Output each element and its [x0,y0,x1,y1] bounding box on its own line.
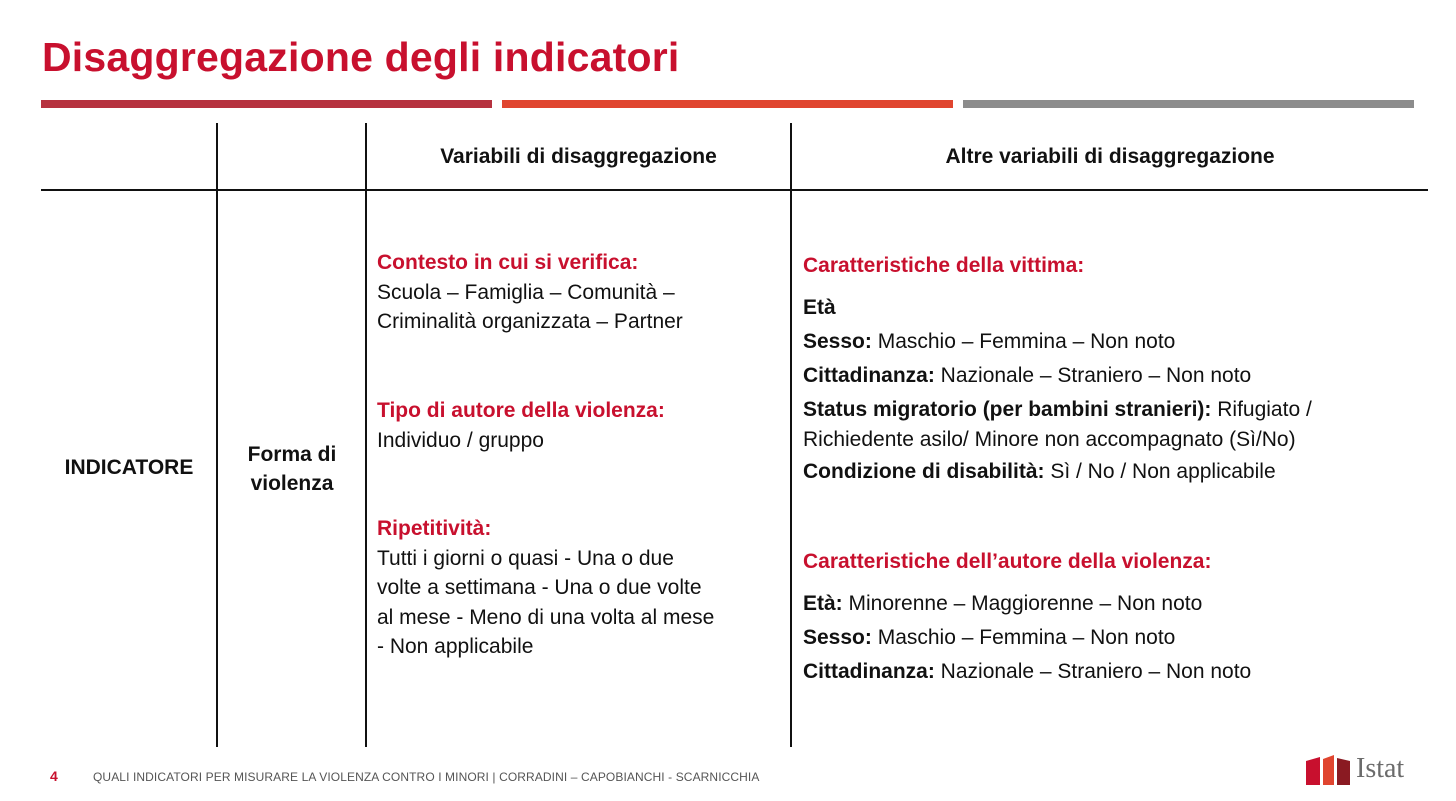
autore-cittadinanza-line [803,655,1433,689]
title-underline-segment-3 [963,100,1414,108]
vittima-eta-label: Età [803,296,836,319]
vittima-sesso-label: Sesso: [803,330,872,353]
forma-line-2: violenza [250,472,334,495]
header-altre-variabili: Altre variabili di disaggregazione [945,145,1275,168]
autore-eta-label: Età: [803,592,843,615]
row-label-forma-di-violenza [218,440,366,498]
row-label-indicatore: INDICATORE [64,456,194,479]
vittima-sesso-value: Maschio – Femmina – Non noto [871,330,1176,353]
footer-text: QUALI INDICATORI PER MISURARE LA VIOLENZA CONTRO I MINORI | CORRADINI – CAPOBIANCHI - SCARNICCHIA [93,770,760,784]
vittima-status-value: Rifugiato / [1211,398,1312,421]
autore-eta-line [803,587,1433,621]
contesto-line-1: Scuola – Famiglia – Comunità – [377,280,675,304]
ripetitivita-line-3: al mese - Meno di una volta al mese [377,605,715,629]
ripetitivita-line-2: volte a settimana - Una o due volte [377,576,702,599]
autore-heading: Caratteristiche dell’autore della violenza: [803,550,1212,573]
vittima-disabilita-label: Condizione di disabilità: [803,460,1045,483]
contesto-block [377,248,787,337]
slide-title: Disaggregazione degli indicatori [42,34,680,80]
istat-logo [1306,753,1411,787]
vittima-status-label: Status migratorio (per bambini stranieri): [803,398,1212,421]
autore-eta-value: Minorenne – Maggiorenne – Non noto [842,592,1203,615]
table-divider-1 [216,123,218,747]
page-number: 4 [50,768,58,784]
vittima-cittadinanza-value: Nazionale – Straniero – Non noto [934,364,1252,387]
contesto-line-2: Criminalità organizzata – Partner [377,310,683,333]
ripetitivita-line-4: - Non applicabile [377,635,534,658]
title-underline-segment-2 [502,100,953,108]
table-header-divider [41,189,1428,191]
header-variabili: Variabili di disaggregazione [440,145,717,168]
istat-logo-text: Istat [1356,753,1405,784]
autore-sesso-line [803,621,1433,655]
autore-cittadinanza-value: Nazionale – Straniero – Non noto [934,660,1252,683]
vittima-cittadinanza-label: Cittadinanza: [803,364,935,387]
vittima-heading: Caratteristiche della vittima: [803,254,1085,277]
vittima-sesso-line [803,325,1433,359]
vittima-cittadinanza-line [803,359,1433,393]
title-underline-segment-1 [41,100,492,108]
ripetitivita-block [377,514,787,662]
autore-cittadinanza-label: Cittadinanza: [803,660,935,683]
autore-sesso-value: Maschio – Femmina – Non noto [871,626,1176,649]
vittima-block [803,249,1433,489]
table-divider-3 [790,123,792,747]
forma-line-1: Forma di [247,443,337,466]
tipo-autore-text: Individuo / gruppo [377,428,544,452]
table-divider-2 [365,123,367,747]
istat-logo-icon [1306,755,1352,785]
contesto-heading: Contesto in cui si verifica: [377,251,639,274]
autore-block [803,545,1433,689]
vittima-status-line [803,395,1433,425]
autore-sesso-label: Sesso: [803,626,872,649]
vittima-status-line-2: Richiedente asilo/ Minore non accompagnato (Sì/No) [803,428,1296,451]
ripetitivita-line-1: Tutti i giorni o quasi - Una o due [377,546,674,570]
tipo-autore-block [377,396,787,455]
vittima-disabilita-line [803,455,1433,489]
ripetitivita-heading: Ripetitività: [377,517,492,540]
tipo-autore-heading: Tipo di autore della violenza: [377,399,665,422]
vittima-disabilita-value: Sì / No / Non applicabile [1044,460,1276,483]
vittima-eta-line [803,291,1433,325]
